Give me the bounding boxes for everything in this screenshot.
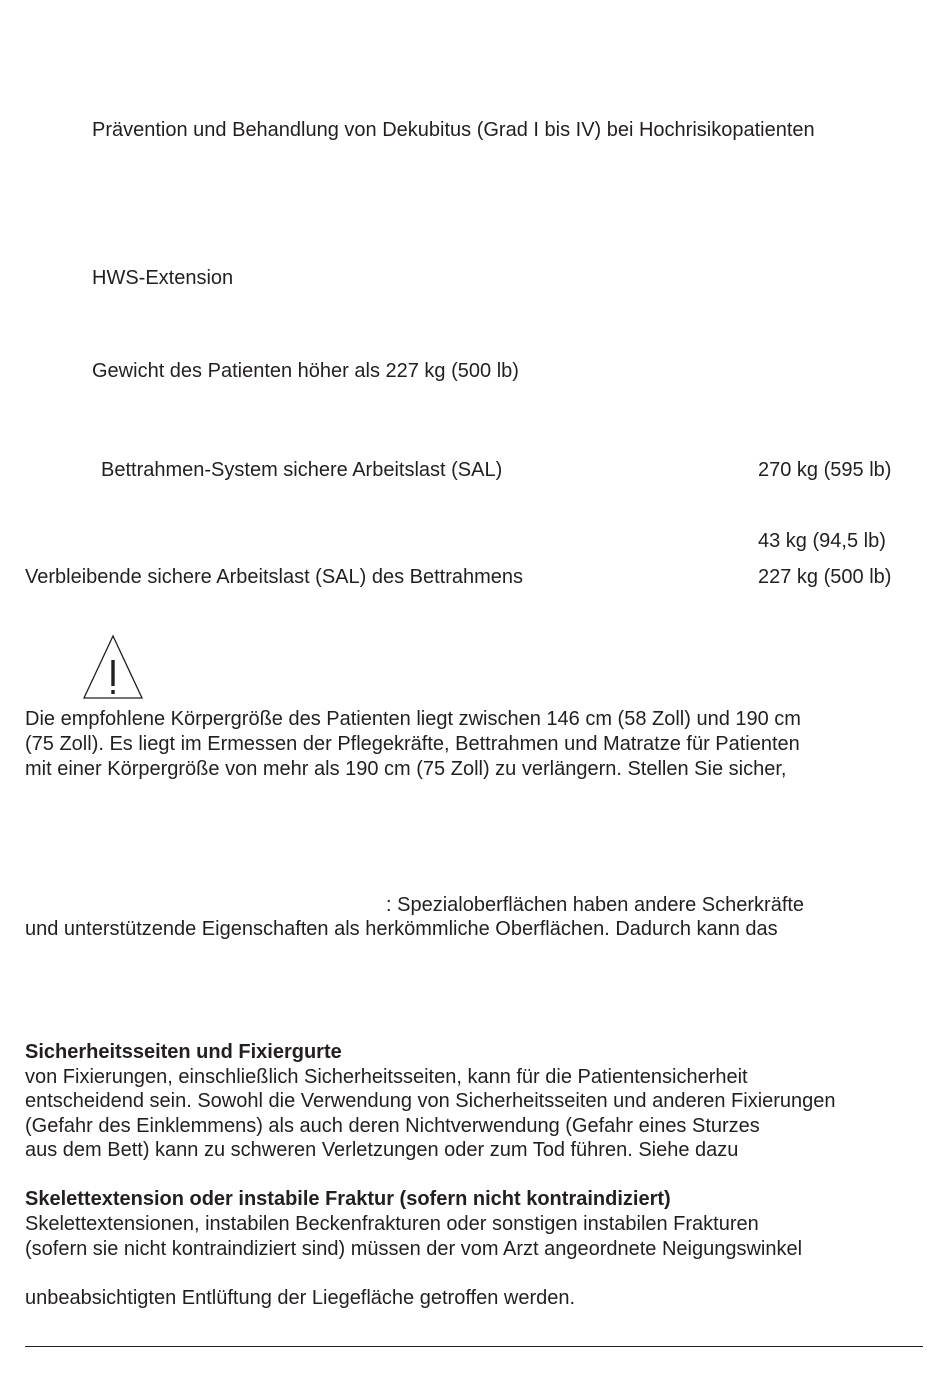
load-row-label: Verbleibende sichere Arbeitslast (SAL) des Bettrahmens [25, 566, 524, 588]
height-note-line: Die empfohlene Körpergröße des Patienten liegt zwischen 146 cm (58 Zoll) und 190 cm [25, 708, 801, 730]
section-line: Skelettextensionen, instabilen Beckenfrakturen oder sonstigen instabilen Frakturen [25, 1213, 759, 1235]
section-line: (sofern sie nicht kontraindiziert sind) müssen der vom Arzt angeordnete Neigungswinkel [25, 1238, 803, 1260]
indication-text: Prävention und Behandlung von Dekubitus (Grad I bis IV) bei Hochrisikopatienten [92, 119, 815, 141]
contraindication-weight: Gewicht des Patienten höher als 227 kg (500 lb) [92, 360, 519, 382]
footer-rule [25, 1346, 923, 1347]
warning-triangle-icon [82, 634, 144, 700]
section-heading: Skelettextension oder instabile Fraktur (sofern nicht kontraindiziert) [25, 1188, 671, 1210]
section-line: (Gefahr des Einklemmens) als auch deren Nichtverwendung (Gefahr eines Sturzes [25, 1115, 760, 1137]
load-row-value: 43 kg (94,5 lb) [758, 530, 886, 552]
height-note-line: (75 Zoll). Es liegt im Ermessen der Pflegekräfte, Bettrahmen und Matratze für Patienten [25, 733, 800, 755]
surface-note-line: : Spezialoberflächen haben andere Scherkräfte [386, 894, 805, 916]
load-row-value: 227 kg (500 lb) [758, 566, 892, 588]
contraindication-hws: HWS-Extension [92, 267, 234, 289]
section-heading: Sicherheitsseiten und Fixiergurte [25, 1041, 342, 1063]
load-row-label: Bettrahmen-System sichere Arbeitslast (SAL) [101, 459, 503, 481]
section-line: von Fixierungen, einschließlich Sicherheitsseiten, kann für die Patientensicherheit [25, 1066, 748, 1088]
load-row-value: 270 kg (595 lb) [758, 459, 892, 481]
height-note-line: mit einer Körpergröße von mehr als 190 cm (75 Zoll) zu verlängern. Stellen Sie sicher, [25, 758, 787, 780]
section-line: unbeabsichtigten Entlüftung der Liegefläche getroffen werden. [25, 1287, 576, 1309]
section-line: aus dem Bett) kann zu schweren Verletzungen oder zum Tod führen. Siehe dazu [25, 1139, 739, 1161]
surface-note-line: und unterstützende Eigenschaften als herkömmliche Oberflächen. Dadurch kann das [25, 918, 778, 940]
section-line: entscheidend sein. Sowohl die Verwendung von Sicherheitsseiten und anderen Fixierungen [25, 1090, 836, 1112]
